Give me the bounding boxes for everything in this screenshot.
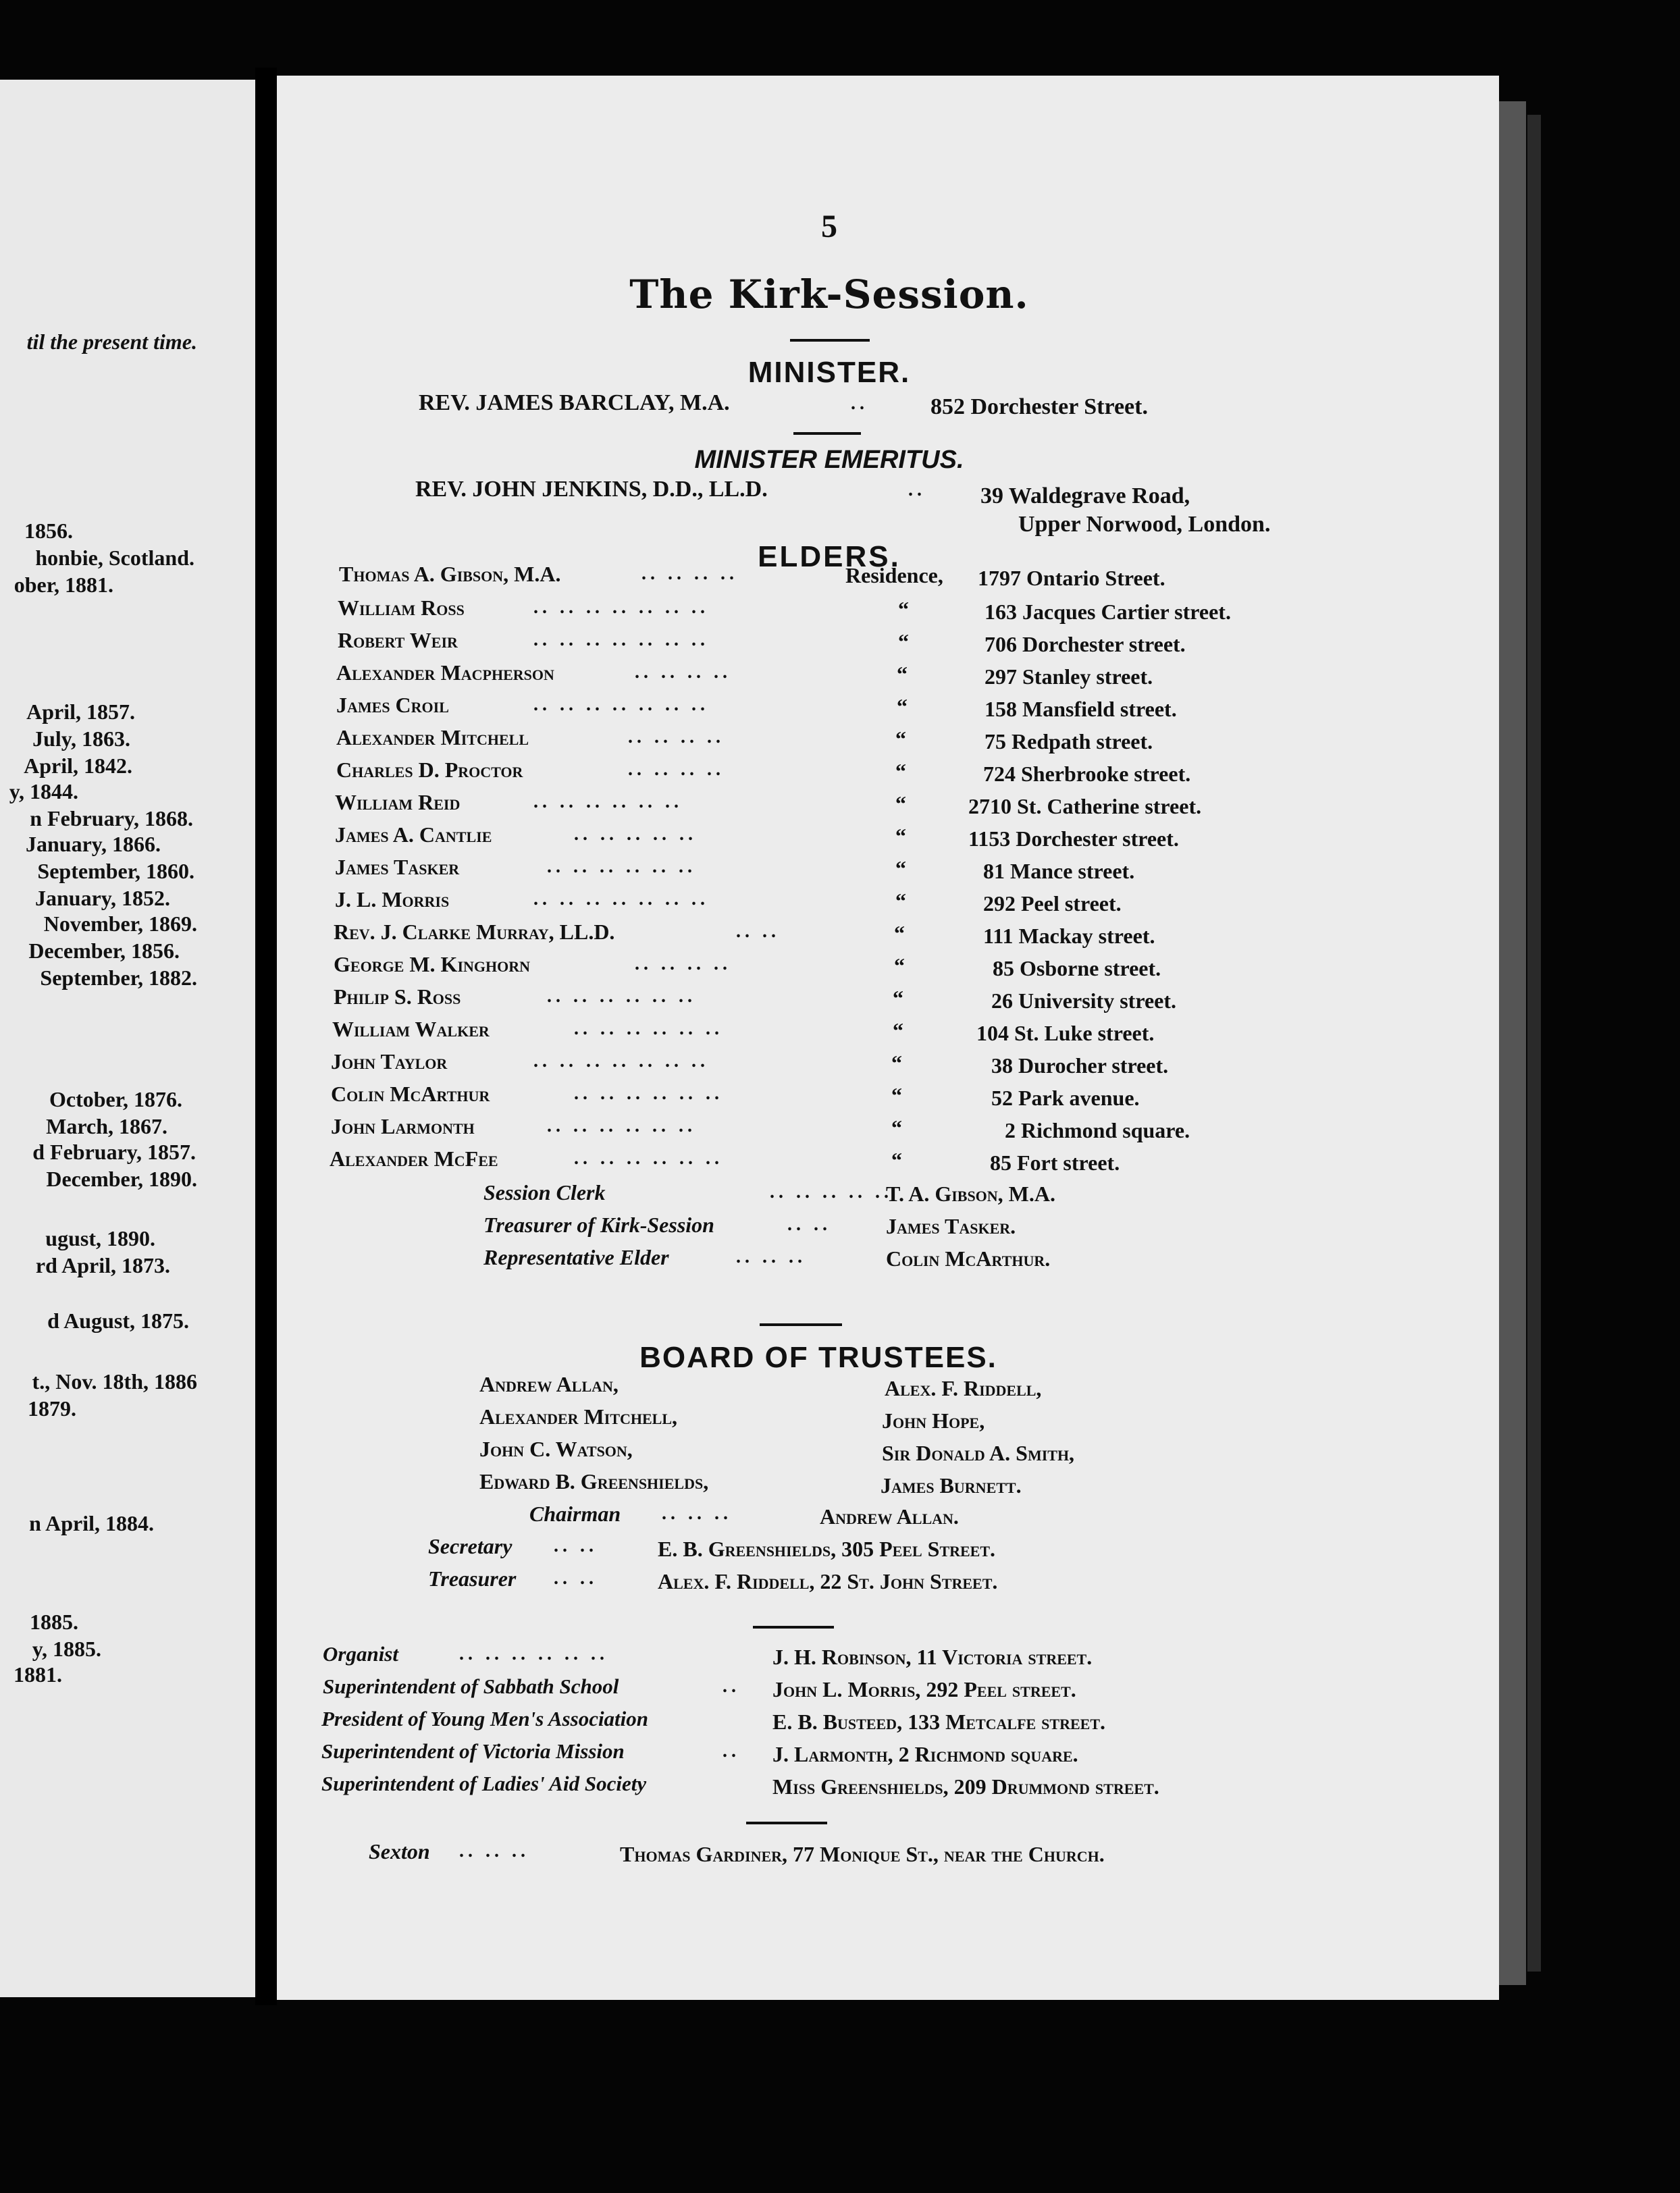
left-line: d August, 1875.: [47, 1309, 189, 1333]
elder-leader: .. .. .. .. .. ..: [574, 1083, 723, 1104]
elder-address: 1797 Ontario Street.: [978, 566, 1165, 590]
role-holder: J. H. Robinson, 11 Victoria street.: [772, 1645, 1093, 1669]
elder-name: Thomas A. Gibson, M.A.: [339, 562, 561, 586]
role-leader: .. .. .. .. .. ..: [459, 1643, 608, 1664]
elder-leader: .. ..: [736, 921, 780, 942]
section-divider: [746, 1822, 827, 1824]
minister-leader: ..: [851, 393, 868, 414]
left-line: January, 1866.: [25, 832, 161, 856]
role-label: Superintendent of Ladies' Aid Society: [321, 1772, 647, 1795]
left-line: April, 1842.: [24, 754, 132, 778]
elder-leader: .. .. .. ..: [628, 726, 725, 747]
elder-leader: .. .. .. .. .. .. ..: [533, 1051, 709, 1072]
left-line: September, 1860.: [37, 859, 194, 883]
minister-name: REV. JAMES BARCLAY, M.A.: [419, 390, 730, 415]
left-line: n April, 1884.: [29, 1511, 154, 1535]
secretary-leader: .. ..: [554, 1535, 598, 1556]
elder-residence: “: [893, 1018, 903, 1042]
left-line: t., Nov. 18th, 1886: [32, 1369, 197, 1394]
elder-residence: Residence,: [845, 563, 943, 587]
left-line: ober, 1881.: [14, 573, 113, 597]
officer-holder: T. A. Gibson, M.A.: [886, 1182, 1055, 1206]
elder-address: 85 Osborne street.: [993, 956, 1161, 980]
role-holder: John L. Morris, 292 Peel street.: [772, 1677, 1076, 1701]
elder-name: James Croil: [336, 693, 449, 717]
officer-leader: .. .. ..: [736, 1246, 806, 1267]
left-line: y, 1844.: [9, 779, 78, 803]
left-line: honbie, Scotland.: [35, 546, 194, 570]
elders-heading: ELDERS.: [758, 540, 901, 573]
elder-residence: “: [895, 791, 906, 816]
elder-name: William Reid: [335, 790, 461, 814]
elder-address: 163 Jacques Cartier street.: [985, 600, 1231, 624]
left-line: November, 1869.: [43, 911, 197, 936]
left-line: rd April, 1873.: [35, 1253, 170, 1277]
elder-name: James Tasker: [335, 855, 460, 879]
chairman-leader: .. .. ..: [662, 1503, 732, 1524]
left-line: July, 1863.: [32, 726, 130, 751]
elder-address: 1153 Dorchester street.: [968, 826, 1179, 851]
title-rule: [790, 339, 870, 342]
left-line: October, 1876.: [49, 1087, 182, 1111]
left-line: 1885.: [30, 1610, 78, 1634]
elder-name: George M. Kinghorn: [334, 952, 531, 976]
trustees-heading: BOARD OF TRUSTEES.: [639, 1341, 997, 1374]
treasurer-label: Treasurer: [428, 1566, 517, 1591]
minister-address: 852 Dorchester Street.: [930, 394, 1148, 419]
main-page: [277, 76, 1499, 2000]
elder-name: Robert Weir: [338, 628, 458, 652]
elder-address: 38 Durocher street.: [991, 1053, 1169, 1078]
trustee-name: Edward B. Greenshields,: [479, 1469, 709, 1494]
page-title: The Kirk-Session.: [629, 271, 1029, 317]
trustee-name: Alex. F. Riddell,: [885, 1376, 1042, 1400]
elder-name: James A. Cantlie: [335, 822, 492, 847]
page-edge: [1499, 101, 1526, 1985]
elder-residence: “: [898, 629, 909, 654]
role-label: President of Young Men's Association: [321, 1707, 649, 1730]
minister-rule: [793, 432, 861, 435]
sexton-label: Sexton: [369, 1839, 430, 1864]
officer-holder: James Tasker.: [886, 1214, 1016, 1238]
left-line: December, 1890.: [46, 1167, 197, 1191]
elder-address: 75 Redpath street.: [985, 729, 1153, 754]
role-leader: ..: [723, 1741, 740, 1762]
chairman-name: Andrew Allan.: [820, 1504, 959, 1529]
elder-residence: “: [894, 921, 905, 945]
elder-name: Alexander Macpherson: [336, 660, 554, 685]
chairman-label: Chairman: [529, 1502, 621, 1526]
elder-name: Alexander McFee: [330, 1146, 498, 1171]
elder-residence: “: [891, 1115, 902, 1140]
elder-name: William Ross: [338, 596, 465, 620]
left-line: d February, 1857.: [32, 1140, 196, 1164]
elder-name: Philip S. Ross: [334, 984, 461, 1009]
officer-role: Representative Elder: [483, 1245, 669, 1269]
officer-role: Session Clerk: [483, 1180, 606, 1205]
treasurer-leader: .. ..: [554, 1568, 598, 1589]
sexton-leader: .. .. ..: [459, 1841, 529, 1861]
elder-leader: .. .. .. .. .. ..: [547, 856, 696, 877]
left-line: September, 1882.: [40, 966, 197, 990]
elder-name: Colin McArthur: [331, 1082, 490, 1106]
page-edge-shadow: [1527, 115, 1541, 1972]
elder-address: 85 Fort street.: [990, 1151, 1120, 1175]
left-line: April, 1857.: [26, 699, 135, 724]
elder-address: 104 St. Luke street.: [976, 1021, 1155, 1045]
secretary-label: Secretary: [428, 1534, 513, 1558]
elder-address: 2710 St. Catherine street.: [968, 794, 1202, 818]
elder-name: J. L. Morris: [335, 887, 450, 911]
officer-holder: Colin McArthur.: [886, 1246, 1051, 1271]
elder-leader: .. .. .. .. .. ..: [533, 791, 683, 812]
role-label: Organist: [323, 1642, 398, 1666]
trustee-name: John Hope,: [882, 1408, 985, 1433]
left-line: y, 1885.: [32, 1637, 101, 1661]
elder-name: Rev. J. Clarke Murray, LL.D.: [334, 920, 615, 944]
left-line: til the present time.: [26, 329, 197, 354]
emeritus-heading: MINISTER EMERITUS.: [694, 446, 964, 474]
left-line: December, 1856.: [28, 939, 180, 963]
sexton-name: Thomas Gardiner, 77 Monique St., near the Church.: [620, 1842, 1105, 1866]
elder-address: 297 Stanley street.: [985, 664, 1153, 689]
elder-residence: “: [895, 889, 906, 913]
left-line: 1856.: [24, 519, 73, 543]
elder-residence: “: [894, 953, 905, 978]
role-label: Superintendent of Victoria Mission: [321, 1739, 625, 1763]
elder-residence: “: [895, 824, 906, 848]
officer-role: Treasurer of Kirk-Session: [483, 1213, 714, 1237]
elder-address: 724 Sherbrooke street.: [983, 762, 1191, 786]
role-holder: J. Larmonth, 2 Richmond square.: [772, 1742, 1078, 1766]
left-line: n February, 1868.: [30, 806, 193, 830]
elder-address: 81 Mance street.: [983, 859, 1135, 883]
elder-address: 706 Dorchester street.: [985, 632, 1186, 656]
elder-address: 111 Mackay street.: [983, 924, 1155, 948]
elder-residence: “: [895, 856, 906, 880]
elder-residence: “: [897, 662, 908, 686]
elder-residence: “: [891, 1051, 902, 1075]
page-number: 5: [821, 209, 837, 244]
elder-address: 2 Richmond square.: [1005, 1118, 1190, 1142]
elder-residence: “: [895, 726, 906, 751]
elder-leader: .. .. .. .. .. ..: [547, 986, 696, 1007]
elder-leader: .. .. .. ..: [641, 563, 738, 584]
section-divider: [753, 1626, 834, 1629]
elder-leader: .. .. .. ..: [635, 662, 731, 683]
role-holder: E. B. Busteed, 133 Metcalfe street.: [772, 1710, 1105, 1734]
elder-leader: .. .. .. .. .. ..: [574, 1148, 723, 1169]
elder-address: 292 Peel street.: [983, 891, 1122, 916]
left-page-fragment: [0, 80, 255, 1997]
left-line: March, 1867.: [46, 1114, 167, 1138]
elder-residence: “: [893, 986, 903, 1010]
trustee-name: Andrew Allan,: [479, 1372, 619, 1396]
elder-residence: “: [891, 1083, 902, 1107]
trustee-name: Alexander Mitchell,: [479, 1404, 678, 1429]
elder-name: John Taylor: [331, 1049, 448, 1074]
left-line: 1881.: [14, 1662, 62, 1687]
emeritus-address-line2: Upper Norwood, London.: [1018, 512, 1271, 537]
left-line: ugust, 1890.: [45, 1226, 155, 1250]
elder-leader: .. .. .. .. ..: [574, 824, 697, 845]
elder-leader: .. .. .. .. .. .. ..: [533, 629, 709, 650]
left-line: 1879.: [28, 1396, 76, 1421]
elder-leader: .. .. .. ..: [628, 759, 725, 780]
emeritus-leader: ..: [908, 479, 926, 500]
treasurer-name: Alex. F. Riddell, 22 St. John Street.: [658, 1569, 998, 1593]
secretary-name: E. B. Greenshields, 305 Peel Street.: [658, 1537, 996, 1561]
elder-residence: “: [898, 597, 909, 621]
officer-leader: .. ..: [787, 1214, 831, 1235]
role-holder: Miss Greenshields, 209 Drummond street.: [772, 1774, 1159, 1799]
elder-leader: .. .. .. .. .. .. ..: [533, 597, 709, 618]
elder-name: John Larmonth: [331, 1114, 475, 1138]
section-divider: [760, 1323, 842, 1326]
emeritus-address-line1: 39 Waldegrave Road,: [980, 483, 1190, 508]
elder-leader: .. .. .. .. .. .. ..: [533, 694, 709, 715]
elder-residence: “: [897, 694, 908, 718]
elder-name: William Walker: [332, 1017, 490, 1041]
book-gutter: [255, 68, 277, 2005]
emeritus-name: REV. JOHN JENKINS, D.D., LL.D.: [415, 477, 768, 502]
elder-address: 158 Mansfield street.: [985, 697, 1177, 721]
left-line: January, 1852.: [34, 886, 170, 910]
trustee-name: James Burnett.: [881, 1473, 1022, 1498]
elder-leader: .. .. .. .. .. ..: [547, 1115, 696, 1136]
elder-address: 52 Park avenue.: [991, 1086, 1140, 1110]
trustee-name: John C. Watson,: [479, 1437, 633, 1461]
role-leader: ..: [723, 1676, 740, 1697]
elder-name: Charles D. Proctor: [336, 758, 523, 782]
elder-leader: .. .. .. ..: [635, 953, 731, 974]
elder-leader: .. .. .. .. .. ..: [574, 1018, 723, 1039]
minister-heading: MINISTER.: [747, 356, 911, 389]
elder-name: Alexander Mitchell: [336, 725, 529, 749]
elder-residence: “: [891, 1148, 902, 1172]
officer-leader: .. .. .. .. ..: [770, 1182, 893, 1203]
role-label: Superintendent of Sabbath School: [323, 1674, 619, 1698]
elder-address: 26 University street.: [991, 988, 1176, 1013]
elder-leader: .. .. .. .. .. .. ..: [533, 889, 709, 909]
trustee-name: Sir Donald A. Smith,: [882, 1441, 1075, 1465]
elder-residence: “: [895, 759, 906, 783]
